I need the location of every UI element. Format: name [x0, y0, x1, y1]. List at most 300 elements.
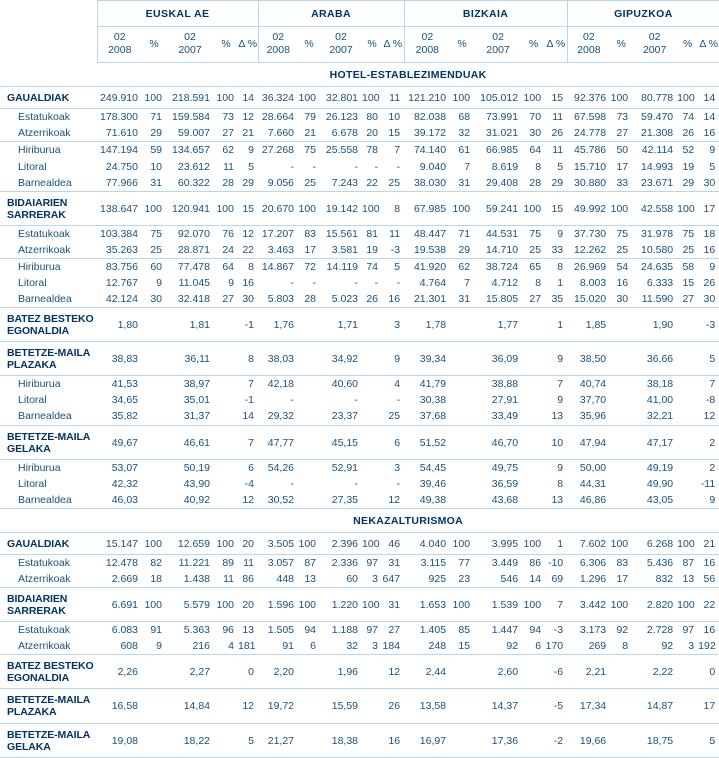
- value-cell: 38,50: [567, 342, 610, 376]
- table-row: [0, 242, 719, 259]
- value-cell: 9: [228, 276, 234, 289]
- value-cell: 25: [382, 175, 404, 192]
- value-cell: 35,82: [97, 408, 142, 425]
- value-cell: 15: [450, 638, 474, 655]
- value-cell: 47,94: [567, 425, 610, 459]
- value-cell: -: [290, 160, 295, 173]
- subcol-header: %: [610, 27, 632, 63]
- value-cell: 8: [557, 260, 564, 273]
- value-cell: 11.590: [632, 291, 677, 308]
- value-cell: 7.660: [258, 125, 298, 142]
- value-cell: 15.710: [574, 160, 607, 173]
- value-cell: 9: [142, 638, 166, 655]
- value-cell: -3: [698, 308, 719, 342]
- value-cell: 23.612: [177, 160, 210, 173]
- value-cell: [610, 689, 632, 723]
- value-cell: 100: [610, 588, 632, 622]
- corner-cell: [0, 1, 97, 27]
- value-cell: 46,03: [97, 492, 142, 509]
- value-cell: 15.147: [97, 532, 142, 554]
- value-cell: 9: [557, 227, 564, 240]
- value-cell: 86: [529, 556, 542, 569]
- value-cell: [298, 689, 320, 723]
- value-cell: 17: [298, 242, 320, 259]
- row-label: Hiriburua: [18, 260, 61, 273]
- value-cell: [142, 425, 166, 459]
- value-cell: 11: [243, 556, 255, 569]
- value-cell: 6: [382, 425, 404, 459]
- value-cell: -: [396, 477, 401, 490]
- row-label: Atzerrikoak: [0, 242, 97, 259]
- value-cell: 31.978: [641, 227, 674, 240]
- value-cell: -: [374, 276, 379, 289]
- value-cell: 35,01: [183, 394, 210, 407]
- value-cell: [450, 308, 474, 342]
- table-row: [0, 476, 719, 492]
- value-cell: 25.558: [325, 144, 359, 157]
- corner-cell: [0, 27, 97, 63]
- value-cell: 10: [388, 111, 401, 124]
- value-cell: -: [374, 160, 379, 173]
- value-cell: [677, 459, 698, 476]
- value-cell: 38,18: [646, 378, 674, 391]
- value-cell: 35,96: [567, 408, 610, 425]
- value-cell: 31: [142, 175, 166, 192]
- value-cell: [677, 342, 698, 376]
- value-cell: 38.724: [485, 260, 519, 273]
- value-cell: 74: [366, 260, 379, 273]
- value-cell: 1.653: [404, 588, 450, 622]
- value-cell: [610, 476, 632, 492]
- value-cell: [362, 376, 382, 393]
- value-cell: 6: [298, 638, 320, 655]
- value-cell: 77: [458, 556, 471, 569]
- value-cell: -1: [244, 394, 255, 407]
- subcol-header: %: [142, 27, 166, 63]
- row-label: BETETZE-MAILA PLAZAKA: [0, 689, 97, 723]
- value-cell: 77.478: [177, 260, 210, 273]
- value-cell: 37.730: [574, 227, 607, 240]
- value-cell: 100: [362, 191, 382, 225]
- value-cell: [362, 425, 382, 459]
- value-cell: [142, 376, 166, 393]
- value-cell: 26: [362, 291, 382, 308]
- value-cell: [450, 723, 474, 757]
- value-cell: 32: [450, 125, 474, 142]
- value-cell: [142, 689, 166, 723]
- value-cell: 18,75: [632, 723, 677, 757]
- value-cell: 15.561: [325, 227, 359, 240]
- value-cell: 22: [362, 175, 382, 192]
- value-cell: 1.596: [258, 588, 298, 622]
- value-cell: 2: [698, 425, 719, 459]
- value-cell: 2.336: [331, 556, 359, 569]
- value-cell: 269: [567, 638, 610, 655]
- value-cell: 8: [248, 260, 255, 273]
- row-label: Atzerrikoak: [0, 125, 97, 142]
- value-cell: -: [290, 394, 295, 407]
- value-cell: 9: [248, 144, 255, 157]
- value-cell: 9: [698, 492, 719, 509]
- value-cell: 16: [242, 276, 255, 289]
- value-cell: [362, 392, 382, 408]
- value-cell: 7: [545, 588, 567, 622]
- header-subcol-row: [0, 27, 719, 63]
- value-cell: 72: [304, 260, 317, 273]
- value-cell: [450, 392, 474, 408]
- value-cell: 36.324: [258, 87, 298, 109]
- value-cell: 14: [238, 87, 258, 109]
- value-cell: 29: [142, 125, 166, 142]
- value-cell: 27.268: [261, 144, 295, 157]
- value-cell: 11: [552, 144, 564, 157]
- value-cell: 11: [389, 227, 401, 240]
- value-cell: -3: [553, 624, 564, 637]
- value-cell: [362, 408, 382, 425]
- value-cell: 1,76: [258, 308, 298, 342]
- value-cell: 31: [382, 588, 404, 622]
- value-cell: [214, 492, 238, 509]
- value-cell: 8: [557, 477, 564, 490]
- value-cell: 608: [97, 638, 142, 655]
- value-cell: 36,09: [474, 342, 522, 376]
- row-label: Estatukoak: [18, 556, 70, 569]
- value-cell: 80: [366, 111, 379, 124]
- value-cell: 27: [388, 624, 401, 637]
- value-cell: 12: [382, 655, 404, 689]
- value-cell: [522, 408, 545, 425]
- value-cell: 12: [242, 111, 255, 124]
- value-cell: 14.867: [261, 260, 295, 273]
- subcol-header: %: [298, 27, 320, 63]
- value-cell: 33: [610, 175, 632, 192]
- value-cell: 2: [709, 461, 716, 474]
- value-cell: 27: [214, 125, 238, 142]
- value-cell: 100: [214, 588, 238, 622]
- value-cell: 18: [142, 571, 166, 588]
- value-cell: 39,34: [404, 342, 450, 376]
- value-cell: 26: [677, 125, 698, 142]
- value-cell: 40,60: [331, 378, 359, 391]
- value-cell: 9.056: [258, 175, 298, 192]
- table-row: [0, 408, 719, 425]
- table-row: [0, 425, 719, 459]
- value-cell: [522, 392, 545, 408]
- value-cell: 28.664: [261, 111, 295, 124]
- value-cell: 16: [703, 556, 716, 569]
- value-cell: [522, 476, 545, 492]
- value-cell: 5: [557, 160, 564, 173]
- value-cell: 96: [222, 624, 234, 637]
- value-cell: 1,77: [474, 308, 522, 342]
- value-cell: 1.405: [419, 624, 447, 637]
- value-cell: 60: [150, 260, 162, 273]
- value-cell: 16: [382, 291, 404, 308]
- value-cell: 15.805: [474, 291, 522, 308]
- value-cell: 100: [677, 87, 698, 109]
- value-cell: [298, 459, 320, 476]
- value-cell: 75: [616, 227, 629, 240]
- value-cell: 91: [258, 638, 298, 655]
- value-cell: [522, 689, 545, 723]
- value-cell: 2,21: [567, 655, 610, 689]
- value-cell: 100: [522, 87, 545, 109]
- value-cell: 31: [450, 291, 474, 308]
- value-cell: 30: [610, 291, 632, 308]
- value-cell: 31: [450, 175, 474, 192]
- value-cell: 75: [304, 144, 317, 157]
- row-label: BATEZ BESTEKO EGONALDIA: [0, 655, 97, 689]
- value-cell: 8.003: [579, 276, 607, 289]
- value-cell: [142, 308, 166, 342]
- value-cell: 14.710: [474, 242, 522, 259]
- value-cell: 19: [362, 242, 382, 259]
- value-cell: 11: [382, 87, 404, 109]
- value-cell: 184: [382, 638, 404, 655]
- value-cell: [610, 342, 632, 376]
- subcol-header: 02 2007: [632, 27, 677, 63]
- value-cell: 192: [698, 638, 719, 655]
- value-cell: 83: [304, 227, 317, 240]
- table-row: [0, 159, 719, 175]
- value-cell: 16: [616, 276, 629, 289]
- value-cell: 5: [394, 260, 401, 273]
- value-cell: 2,22: [632, 655, 677, 689]
- table-row: [0, 125, 719, 142]
- value-cell: 40,74: [579, 378, 607, 391]
- value-cell: 17: [698, 191, 719, 225]
- value-cell: 9: [156, 276, 162, 289]
- value-cell: 100: [522, 532, 545, 554]
- value-cell: -3: [382, 242, 404, 259]
- table-row: [0, 308, 719, 342]
- value-cell: 7: [248, 378, 255, 391]
- table-row: [0, 689, 719, 723]
- value-cell: 81: [366, 227, 379, 240]
- value-cell: 8: [610, 638, 632, 655]
- value-cell: 3.115: [420, 556, 447, 569]
- value-cell: 73: [616, 111, 629, 124]
- value-cell: 12: [698, 408, 719, 425]
- table-row: [0, 492, 719, 509]
- table-row: [0, 376, 719, 393]
- value-cell: 59.470: [641, 111, 674, 124]
- value-cell: [142, 476, 166, 492]
- value-cell: 100: [450, 87, 474, 109]
- table-row: [0, 142, 719, 159]
- value-cell: 27,35: [320, 492, 362, 509]
- value-cell: 65: [529, 260, 542, 273]
- value-cell: 44.531: [485, 227, 519, 240]
- value-cell: 2,26: [97, 655, 142, 689]
- value-cell: [610, 425, 632, 459]
- value-cell: 83.756: [105, 260, 138, 273]
- value-cell: 78: [366, 144, 379, 157]
- value-cell: 64: [222, 260, 234, 273]
- value-cell: [450, 408, 474, 425]
- value-cell: 31,37: [166, 408, 214, 425]
- table-row: [0, 275, 719, 291]
- value-cell: 42.558: [632, 191, 677, 225]
- row-label: BETETZE-MAILA GELAKA: [0, 425, 97, 459]
- value-cell: 12: [238, 492, 258, 509]
- row-label: GAUALDIAK: [0, 532, 97, 554]
- value-cell: 178.300: [100, 111, 138, 124]
- value-cell: 16,97: [404, 723, 450, 757]
- value-cell: 14.119: [326, 260, 359, 273]
- value-cell: [142, 342, 166, 376]
- value-cell: [142, 492, 166, 509]
- value-cell: 30: [238, 291, 258, 308]
- value-cell: 647: [382, 571, 404, 588]
- value-cell: [214, 408, 238, 425]
- value-cell: [677, 392, 698, 408]
- value-cell: 52: [682, 144, 695, 157]
- value-cell: 3: [382, 308, 404, 342]
- value-cell: 11.045: [178, 276, 210, 289]
- value-cell: [214, 723, 238, 757]
- value-cell: 15: [382, 125, 404, 142]
- value-cell: [450, 689, 474, 723]
- value-cell: 15: [545, 191, 567, 225]
- row-label: Hiriburua: [18, 378, 61, 391]
- value-cell: [677, 655, 698, 689]
- value-cell: [610, 723, 632, 757]
- value-cell: 9: [709, 144, 716, 157]
- value-cell: [450, 459, 474, 476]
- value-cell: 3.463: [258, 242, 298, 259]
- value-cell: 43,05: [632, 492, 677, 509]
- value-cell: 25: [382, 408, 404, 425]
- value-cell: 21.308: [632, 125, 677, 142]
- value-cell: 1: [557, 276, 564, 289]
- value-cell: 100: [677, 588, 698, 622]
- value-cell: 46,70: [474, 425, 522, 459]
- value-cell: [522, 723, 545, 757]
- value-cell: 75: [150, 227, 162, 240]
- value-cell: 66.985: [485, 144, 519, 157]
- value-cell: [362, 492, 382, 509]
- value-cell: 27: [677, 291, 698, 308]
- value-cell: 83: [616, 556, 629, 569]
- value-cell: 13: [545, 408, 567, 425]
- value-cell: 15: [545, 87, 567, 109]
- value-cell: 36,66: [632, 342, 677, 376]
- section-title: HOTEL-ESTABLEZIMENDUAK: [0, 63, 719, 87]
- value-cell: 24: [214, 242, 238, 259]
- table-row: [0, 622, 719, 639]
- value-cell: 1,78: [404, 308, 450, 342]
- value-cell: 54: [616, 260, 629, 273]
- value-cell: 33: [545, 242, 567, 259]
- value-cell: -: [354, 276, 359, 289]
- value-cell: 59: [150, 144, 162, 157]
- value-cell: 61: [458, 144, 471, 157]
- value-cell: 76: [222, 227, 234, 240]
- value-cell: 1.447: [491, 624, 519, 637]
- value-cell: [610, 408, 632, 425]
- value-cell: 5: [248, 160, 255, 173]
- value-cell: 42.124: [97, 291, 142, 308]
- region-header: BIZKAIA: [404, 1, 567, 27]
- value-cell: 11: [552, 111, 564, 124]
- value-cell: 54,26: [267, 461, 295, 474]
- value-cell: 12: [242, 227, 255, 240]
- value-cell: 100: [298, 191, 320, 225]
- value-cell: 26.123: [325, 111, 359, 124]
- value-cell: 5.579: [166, 588, 214, 622]
- value-cell: 16: [698, 125, 719, 142]
- value-cell: 4: [394, 378, 401, 391]
- value-cell: 45.786: [574, 144, 607, 157]
- value-cell: 25: [610, 242, 632, 259]
- row-label: Estatukoak: [18, 227, 70, 240]
- value-cell: 4.040: [404, 532, 450, 554]
- value-cell: 120.941: [166, 191, 214, 225]
- value-cell: 4.764: [419, 276, 447, 289]
- value-cell: [450, 655, 474, 689]
- value-cell: 7: [394, 144, 401, 157]
- value-cell: [298, 342, 320, 376]
- value-cell: [522, 492, 545, 509]
- value-cell: [362, 689, 382, 723]
- value-cell: 216: [166, 638, 214, 655]
- value-cell: 28: [522, 175, 545, 192]
- value-cell: 11: [214, 571, 238, 588]
- value-cell: 8.619: [491, 160, 519, 173]
- value-cell: 1.188: [331, 624, 359, 637]
- value-cell: 25: [677, 242, 698, 259]
- value-cell: 9: [382, 342, 404, 376]
- value-cell: 33,49: [474, 408, 522, 425]
- value-cell: 21: [238, 125, 258, 142]
- value-cell: 9: [709, 260, 716, 273]
- value-cell: 71.610: [97, 125, 142, 142]
- value-cell: [677, 408, 698, 425]
- value-cell: -10: [547, 556, 564, 569]
- value-cell: 46,61: [166, 425, 214, 459]
- value-cell: 1.539: [474, 588, 522, 622]
- value-cell: 42,32: [111, 477, 138, 490]
- value-cell: 62: [222, 144, 234, 157]
- value-cell: 218.591: [166, 87, 214, 109]
- value-cell: 82: [150, 556, 162, 569]
- row-label: Barnealdea: [0, 175, 97, 192]
- value-cell: 15,59: [320, 689, 362, 723]
- row-label: Barnealdea: [0, 492, 97, 509]
- value-cell: 71: [458, 227, 471, 240]
- value-cell: 170: [545, 638, 567, 655]
- value-cell: 5: [698, 723, 719, 757]
- value-cell: 50,19: [183, 461, 210, 474]
- value-cell: 41,53: [111, 378, 138, 391]
- value-cell: [298, 425, 320, 459]
- table-row: [0, 258, 719, 275]
- value-cell: 16: [698, 242, 719, 259]
- value-cell: 94: [304, 624, 317, 637]
- value-cell: 100: [522, 588, 545, 622]
- value-cell: 100: [142, 87, 166, 109]
- table-row: [0, 342, 719, 376]
- value-cell: 41.920: [413, 260, 447, 273]
- table-row: [0, 291, 719, 308]
- value-cell: [298, 476, 320, 492]
- value-cell: 19,66: [567, 723, 610, 757]
- value-cell: 2.728: [646, 624, 674, 637]
- subcol-header: 02 2008: [567, 27, 610, 63]
- value-cell: [450, 425, 474, 459]
- value-cell: 43,90: [183, 477, 210, 490]
